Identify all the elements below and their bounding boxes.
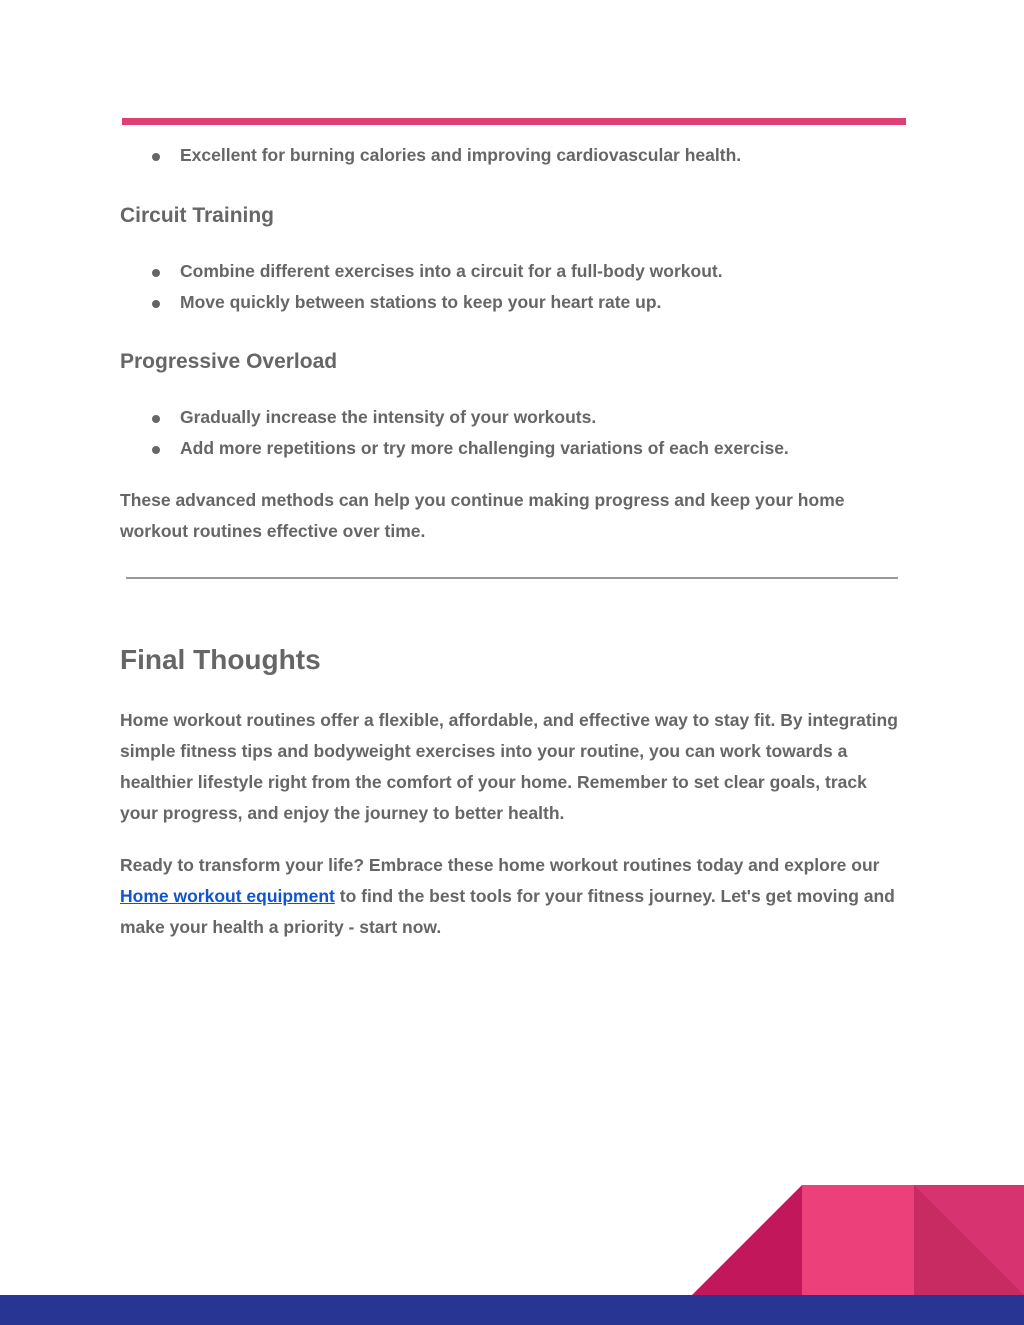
- final-paragraph-1: Home workout routines offer a flexible, affordable, and effective way to stay fit. By integrating simple fitness tips and bodyweight exercises into your routine, you can work towards a healthier lifestyle right from the comfort of your home. Remember to set clear goals, track your progress, and enjoy the journey to better health.: [120, 710, 898, 823]
- list-item-text: Add more repetitions or try more challenging variations of each exercise.: [180, 438, 789, 458]
- footer-bar: [0, 1295, 1024, 1325]
- summary-paragraph: These advanced methods can help you continue making progress and keep your home workout routines effective over time.: [120, 490, 845, 541]
- bullet-icon: [152, 269, 160, 277]
- top-accent-bar: [122, 118, 906, 125]
- bullet-icon: [152, 446, 160, 454]
- final-thoughts-heading: Final Thoughts: [120, 644, 321, 675]
- list-item: [120, 402, 906, 433]
- circuit-training-heading: Circuit Training: [120, 204, 275, 227]
- page-content: [120, 140, 906, 943]
- list-item-text: Combine different exercises into a circuit for a full-body workout.: [180, 261, 723, 281]
- bullet-icon: [152, 415, 160, 423]
- list-item-text: Gradually increase the intensity of your workouts.: [180, 407, 597, 427]
- home-workout-equipment-link[interactable]: Home workout equipment: [120, 886, 335, 906]
- list-item: [120, 287, 906, 318]
- corner-shape: [802, 1185, 914, 1295]
- list-item-text: Excellent for burning calories and improving cardiovascular health.: [180, 145, 742, 165]
- corner-decoration: [692, 1185, 1024, 1295]
- paragraph-text: Ready to transform your life? Embrace these home workout routines today and explore our: [120, 855, 880, 875]
- list-item-text: Move quickly between stations to keep your heart rate up.: [180, 292, 662, 312]
- bullet-icon: [152, 300, 160, 308]
- section-divider: [126, 577, 898, 579]
- bullet-list-overload: [120, 402, 906, 464]
- list-item: [120, 140, 906, 171]
- paragraph-text: to find the best tools for your fitness journey. Let's get moving and make your health a priority - start now.: [120, 886, 895, 937]
- bullet-list-cardio: [120, 140, 906, 171]
- list-item: [120, 433, 906, 464]
- final-paragraph-2: [120, 850, 906, 943]
- bullet-icon: [152, 153, 160, 161]
- progressive-overload-heading: Progressive Overload: [120, 350, 338, 373]
- list-item: [120, 256, 906, 287]
- corner-shape: [692, 1185, 802, 1295]
- bullet-list-circuit: [120, 256, 906, 318]
